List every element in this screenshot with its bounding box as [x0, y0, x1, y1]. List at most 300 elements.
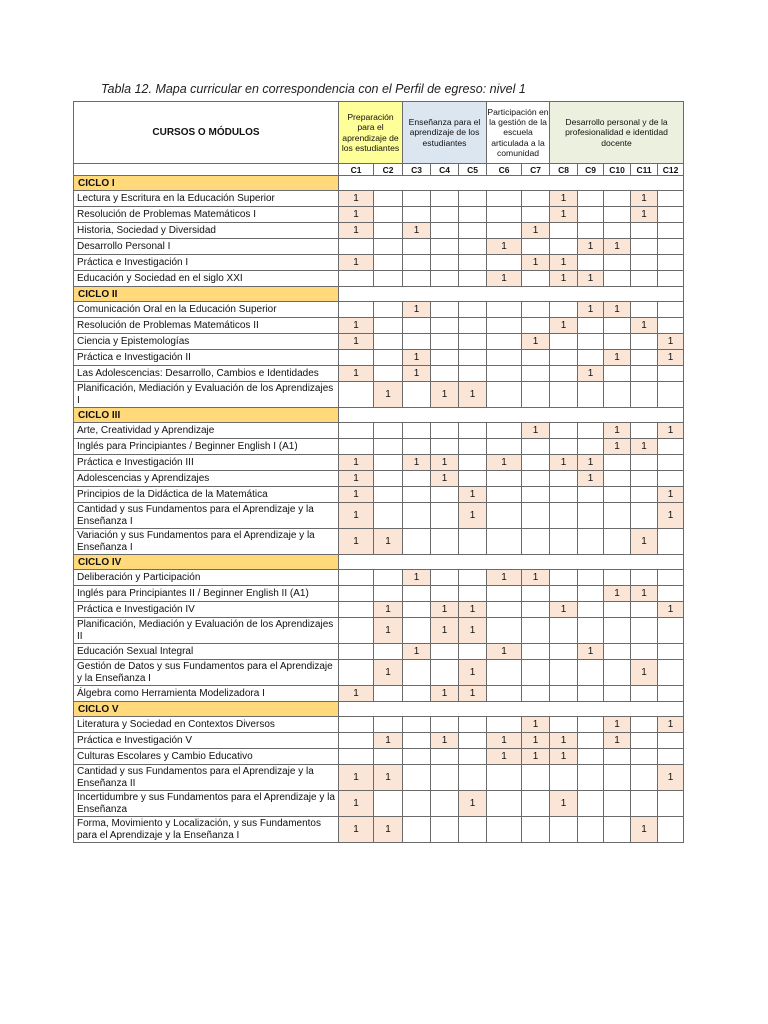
empty-cell	[522, 207, 550, 223]
course-row	[74, 749, 684, 765]
course-name: Práctica e Investigación I	[74, 255, 339, 271]
empty-cell	[403, 733, 431, 749]
course-name: Resolución de Problemas Matemáticos I	[74, 207, 339, 223]
empty-cell	[431, 223, 459, 239]
course-row	[74, 471, 684, 487]
empty-cell	[403, 791, 431, 817]
empty-cell	[339, 302, 374, 318]
course-name: Desarrollo Personal I	[74, 239, 339, 255]
competency-mark: 1	[578, 644, 604, 660]
course-name: Práctica e Investigación III	[74, 455, 339, 471]
empty-cell	[578, 570, 604, 586]
cycle-row-blank	[339, 287, 684, 302]
empty-cell	[522, 350, 550, 366]
course-name: Incertidumbre y sus Fundamentos para el Aprendizaje y la Enseñanza	[74, 791, 339, 817]
empty-cell	[522, 765, 550, 791]
empty-cell	[431, 570, 459, 586]
empty-cell	[431, 765, 459, 791]
competency-mark: 1	[550, 255, 578, 271]
competency-mark: 1	[550, 318, 578, 334]
empty-cell	[522, 817, 550, 843]
empty-cell	[459, 223, 487, 239]
empty-cell	[522, 191, 550, 207]
competency-mark: 1	[374, 817, 403, 843]
competency-mark: 1	[459, 602, 487, 618]
empty-cell	[522, 586, 550, 602]
cycle-label: CICLO IV	[74, 555, 339, 570]
competency-mark: 1	[487, 733, 522, 749]
curriculum-map-table	[73, 101, 684, 843]
empty-cell	[578, 660, 604, 686]
empty-cell	[604, 686, 631, 702]
empty-cell	[487, 586, 522, 602]
empty-cell	[403, 503, 431, 529]
course-name: Lectura y Escritura en la Educación Superior	[74, 191, 339, 207]
empty-cell	[459, 586, 487, 602]
competency-mark: 1	[658, 602, 684, 618]
competency-mark: 1	[339, 817, 374, 843]
empty-cell	[374, 271, 403, 287]
empty-cell	[374, 350, 403, 366]
competency-mark: 1	[522, 423, 550, 439]
course-row	[74, 791, 684, 817]
course-name: Las Adolescencias: Desarrollo, Cambios e Identidades	[74, 366, 339, 382]
empty-cell	[431, 791, 459, 817]
cycle-row-blank	[339, 555, 684, 570]
table-body	[74, 176, 684, 843]
competency-mark: 1	[403, 644, 431, 660]
empty-cell	[431, 350, 459, 366]
competency-mark: 1	[658, 717, 684, 733]
empty-cell	[522, 686, 550, 702]
competency-mark: 1	[578, 271, 604, 287]
competency-mark: 1	[658, 350, 684, 366]
competency-mark: 1	[374, 765, 403, 791]
empty-cell	[431, 660, 459, 686]
course-name: Culturas Escolares y Cambio Educativo	[74, 749, 339, 765]
code-header: C12	[658, 164, 684, 176]
empty-cell	[658, 255, 684, 271]
course-row	[74, 350, 684, 366]
competency-mark: 1	[604, 239, 631, 255]
empty-cell	[403, 191, 431, 207]
empty-cell	[403, 717, 431, 733]
course-row	[74, 733, 684, 749]
course-row	[74, 255, 684, 271]
empty-cell	[550, 529, 578, 555]
empty-cell	[403, 382, 431, 408]
empty-cell	[487, 255, 522, 271]
competency-mark: 1	[522, 570, 550, 586]
course-row	[74, 207, 684, 223]
empty-cell	[550, 439, 578, 455]
course-row	[74, 334, 684, 350]
course-name: Álgebra como Herramienta Modelizadora I	[74, 686, 339, 702]
competency-mark: 1	[459, 503, 487, 529]
competency-mark: 1	[431, 686, 459, 702]
competency-mark: 1	[631, 817, 658, 843]
code-header: C7	[522, 164, 550, 176]
competency-mark: 1	[631, 586, 658, 602]
empty-cell	[604, 618, 631, 644]
competency-mark: 1	[374, 382, 403, 408]
empty-cell	[658, 318, 684, 334]
empty-cell	[604, 749, 631, 765]
empty-cell	[522, 302, 550, 318]
empty-cell	[604, 255, 631, 271]
competency-mark: 1	[631, 660, 658, 686]
empty-cell	[459, 318, 487, 334]
course-name: Cantidad y sus Fundamentos para el Aprendizaje y la Enseñanza II	[74, 765, 339, 791]
empty-cell	[578, 350, 604, 366]
empty-cell	[658, 570, 684, 586]
empty-cell	[578, 439, 604, 455]
empty-cell	[487, 765, 522, 791]
course-row	[74, 618, 684, 644]
empty-cell	[550, 618, 578, 644]
competency-mark: 1	[631, 529, 658, 555]
empty-cell	[374, 366, 403, 382]
competency-mark: 1	[522, 334, 550, 350]
empty-cell	[487, 191, 522, 207]
course-name: Educación Sexual Integral	[74, 644, 339, 660]
competency-mark: 1	[578, 366, 604, 382]
empty-cell	[487, 618, 522, 644]
course-name: Variación y sus Fundamentos para el Aprendizaje y la Enseñanza I	[74, 529, 339, 555]
empty-cell	[459, 207, 487, 223]
competency-mark: 1	[631, 439, 658, 455]
empty-cell	[550, 302, 578, 318]
empty-cell	[578, 529, 604, 555]
competency-mark: 1	[604, 586, 631, 602]
competency-mark: 1	[550, 749, 578, 765]
competency-mark: 1	[550, 602, 578, 618]
competency-mark: 1	[604, 733, 631, 749]
empty-cell	[550, 817, 578, 843]
empty-cell	[459, 733, 487, 749]
course-name: Inglés para Principiantes / Beginner English I (A1)	[74, 439, 339, 455]
competency-mark: 1	[431, 471, 459, 487]
course-name: Práctica e Investigación V	[74, 733, 339, 749]
empty-cell	[604, 334, 631, 350]
empty-cell	[339, 586, 374, 602]
empty-cell	[658, 586, 684, 602]
competency-mark: 1	[374, 618, 403, 644]
empty-cell	[459, 455, 487, 471]
empty-cell	[604, 471, 631, 487]
empty-cell	[459, 717, 487, 733]
competency-mark: 1	[374, 660, 403, 686]
competency-mark: 1	[578, 455, 604, 471]
empty-cell	[431, 191, 459, 207]
competency-mark: 1	[431, 618, 459, 644]
competency-mark: 1	[403, 455, 431, 471]
course-name: Forma, Movimiento y Localización, y sus Fundamentos para el Aprendizaje y la Enseñanza I	[74, 817, 339, 843]
empty-cell	[550, 382, 578, 408]
empty-cell	[658, 471, 684, 487]
course-row	[74, 586, 684, 602]
competency-mark: 1	[459, 487, 487, 503]
empty-cell	[604, 503, 631, 529]
competency-mark: 1	[339, 765, 374, 791]
empty-cell	[578, 791, 604, 817]
empty-cell	[631, 686, 658, 702]
empty-cell	[522, 487, 550, 503]
empty-cell	[522, 366, 550, 382]
empty-cell	[550, 717, 578, 733]
empty-cell	[578, 749, 604, 765]
empty-cell	[604, 660, 631, 686]
competency-mark: 1	[658, 765, 684, 791]
empty-cell	[339, 439, 374, 455]
empty-cell	[339, 717, 374, 733]
competency-mark: 1	[339, 503, 374, 529]
empty-cell	[431, 334, 459, 350]
course-name: Ciencia y Epistemologías	[74, 334, 339, 350]
empty-cell	[459, 471, 487, 487]
empty-cell	[658, 271, 684, 287]
empty-cell	[487, 334, 522, 350]
code-header: C10	[604, 164, 631, 176]
empty-cell	[658, 439, 684, 455]
competency-mark: 1	[459, 618, 487, 644]
empty-cell	[431, 439, 459, 455]
courses-header-spacer	[74, 164, 339, 176]
empty-cell	[631, 350, 658, 366]
empty-cell	[604, 644, 631, 660]
competency-mark: 1	[550, 733, 578, 749]
empty-cell	[522, 382, 550, 408]
course-name: Cantidad y sus Fundamentos para el Aprendizaje y la Enseñanza I	[74, 503, 339, 529]
empty-cell	[487, 660, 522, 686]
group-header-preparacion: Preparación para el aprendizaje de los estudiantes	[339, 102, 403, 164]
competency-mark: 1	[339, 791, 374, 817]
empty-cell	[403, 660, 431, 686]
empty-cell	[339, 570, 374, 586]
competency-mark: 1	[459, 382, 487, 408]
empty-cell	[578, 207, 604, 223]
empty-cell	[487, 439, 522, 455]
empty-cell	[578, 318, 604, 334]
competency-mark: 1	[522, 749, 550, 765]
competency-mark: 1	[658, 334, 684, 350]
empty-cell	[431, 717, 459, 733]
course-name: Resolución de Problemas Matemáticos II	[74, 318, 339, 334]
empty-cell	[604, 570, 631, 586]
competency-mark: 1	[339, 529, 374, 555]
course-row	[74, 602, 684, 618]
empty-cell	[403, 239, 431, 255]
competency-mark: 1	[631, 318, 658, 334]
empty-cell	[487, 817, 522, 843]
empty-cell	[459, 302, 487, 318]
empty-cell	[658, 749, 684, 765]
empty-cell	[658, 660, 684, 686]
empty-cell	[658, 817, 684, 843]
empty-cell	[487, 207, 522, 223]
empty-cell	[459, 271, 487, 287]
competency-mark: 1	[658, 487, 684, 503]
empty-cell	[487, 503, 522, 529]
code-header: C3	[403, 164, 431, 176]
course-row	[74, 239, 684, 255]
empty-cell	[522, 644, 550, 660]
empty-cell	[339, 271, 374, 287]
empty-cell	[578, 255, 604, 271]
empty-cell	[578, 487, 604, 503]
course-row	[74, 439, 684, 455]
course-name: Principios de la Didáctica de la Matemática	[74, 487, 339, 503]
empty-cell	[459, 439, 487, 455]
competency-mark: 1	[550, 791, 578, 817]
empty-cell	[631, 749, 658, 765]
empty-cell	[403, 618, 431, 644]
empty-cell	[604, 318, 631, 334]
empty-cell	[431, 487, 459, 503]
empty-cell	[631, 471, 658, 487]
empty-cell	[403, 439, 431, 455]
empty-cell	[578, 618, 604, 644]
course-name: Planificación, Mediación y Evaluación de los Aprendizajes II	[74, 618, 339, 644]
competency-mark: 1	[550, 207, 578, 223]
empty-cell	[604, 382, 631, 408]
competency-mark: 1	[604, 439, 631, 455]
competency-mark: 1	[374, 733, 403, 749]
empty-cell	[487, 423, 522, 439]
empty-cell	[604, 455, 631, 471]
competency-mark: 1	[487, 455, 522, 471]
empty-cell	[374, 334, 403, 350]
empty-cell	[339, 644, 374, 660]
empty-cell	[487, 487, 522, 503]
cycle-row	[74, 176, 684, 191]
course-row	[74, 223, 684, 239]
empty-cell	[578, 686, 604, 702]
empty-cell	[578, 817, 604, 843]
empty-cell	[339, 618, 374, 644]
cycle-label: CICLO V	[74, 702, 339, 717]
course-name: Literatura y Sociedad en Contextos Diversos	[74, 717, 339, 733]
empty-cell	[604, 765, 631, 791]
empty-cell	[658, 382, 684, 408]
group-header-desarrollo: Desarrollo personal y de la profesionalidad e identidad docente	[550, 102, 684, 164]
course-name: Arte, Creatividad y Aprendizaje	[74, 423, 339, 439]
empty-cell	[631, 334, 658, 350]
competency-mark: 1	[339, 455, 374, 471]
empty-cell	[522, 239, 550, 255]
empty-cell	[578, 334, 604, 350]
empty-cell	[403, 423, 431, 439]
empty-cell	[631, 223, 658, 239]
empty-cell	[631, 644, 658, 660]
empty-cell	[550, 644, 578, 660]
competency-mark: 1	[403, 570, 431, 586]
competency-mark: 1	[339, 255, 374, 271]
empty-cell	[431, 644, 459, 660]
courses-header: CURSOS O MÓDULOS	[74, 102, 339, 164]
competency-mark: 1	[604, 717, 631, 733]
competency-mark: 1	[431, 455, 459, 471]
empty-cell	[487, 318, 522, 334]
empty-cell	[631, 717, 658, 733]
empty-cell	[403, 586, 431, 602]
empty-cell	[374, 644, 403, 660]
competency-mark: 1	[522, 733, 550, 749]
empty-cell	[604, 191, 631, 207]
empty-cell	[578, 602, 604, 618]
competency-mark: 1	[604, 423, 631, 439]
empty-cell	[522, 602, 550, 618]
cycle-row	[74, 408, 684, 423]
empty-cell	[550, 487, 578, 503]
cycle-row-blank	[339, 176, 684, 191]
competency-mark: 1	[459, 791, 487, 817]
empty-cell	[658, 529, 684, 555]
empty-cell	[578, 765, 604, 791]
empty-cell	[374, 423, 403, 439]
empty-cell	[487, 382, 522, 408]
code-header: C8	[550, 164, 578, 176]
competency-mark: 1	[403, 223, 431, 239]
empty-cell	[403, 602, 431, 618]
code-header-row	[74, 164, 684, 176]
empty-cell	[459, 334, 487, 350]
empty-cell	[374, 570, 403, 586]
empty-cell	[604, 529, 631, 555]
course-row	[74, 644, 684, 660]
competency-mark: 1	[431, 733, 459, 749]
empty-cell	[631, 302, 658, 318]
empty-cell	[487, 350, 522, 366]
empty-cell	[658, 791, 684, 817]
empty-cell	[431, 529, 459, 555]
competency-mark: 1	[487, 749, 522, 765]
competency-mark: 1	[339, 207, 374, 223]
empty-cell	[374, 439, 403, 455]
empty-cell	[339, 749, 374, 765]
empty-cell	[658, 733, 684, 749]
code-header: C2	[374, 164, 403, 176]
empty-cell	[631, 239, 658, 255]
competency-mark: 1	[403, 350, 431, 366]
empty-cell	[631, 503, 658, 529]
empty-cell	[550, 686, 578, 702]
empty-cell	[631, 255, 658, 271]
cycle-row-blank	[339, 702, 684, 717]
empty-cell	[374, 239, 403, 255]
empty-cell	[487, 686, 522, 702]
competency-mark: 1	[658, 503, 684, 529]
competency-mark: 1	[522, 255, 550, 271]
course-row	[74, 717, 684, 733]
empty-cell	[431, 366, 459, 382]
course-row	[74, 765, 684, 791]
cycle-row	[74, 555, 684, 570]
cycle-label: CICLO II	[74, 287, 339, 302]
competency-mark: 1	[604, 302, 631, 318]
empty-cell	[604, 817, 631, 843]
empty-cell	[403, 471, 431, 487]
empty-cell	[487, 791, 522, 817]
empty-cell	[578, 423, 604, 439]
competency-mark: 1	[522, 717, 550, 733]
empty-cell	[578, 733, 604, 749]
empty-cell	[604, 366, 631, 382]
empty-cell	[403, 749, 431, 765]
empty-cell	[522, 318, 550, 334]
course-row	[74, 529, 684, 555]
empty-cell	[550, 471, 578, 487]
